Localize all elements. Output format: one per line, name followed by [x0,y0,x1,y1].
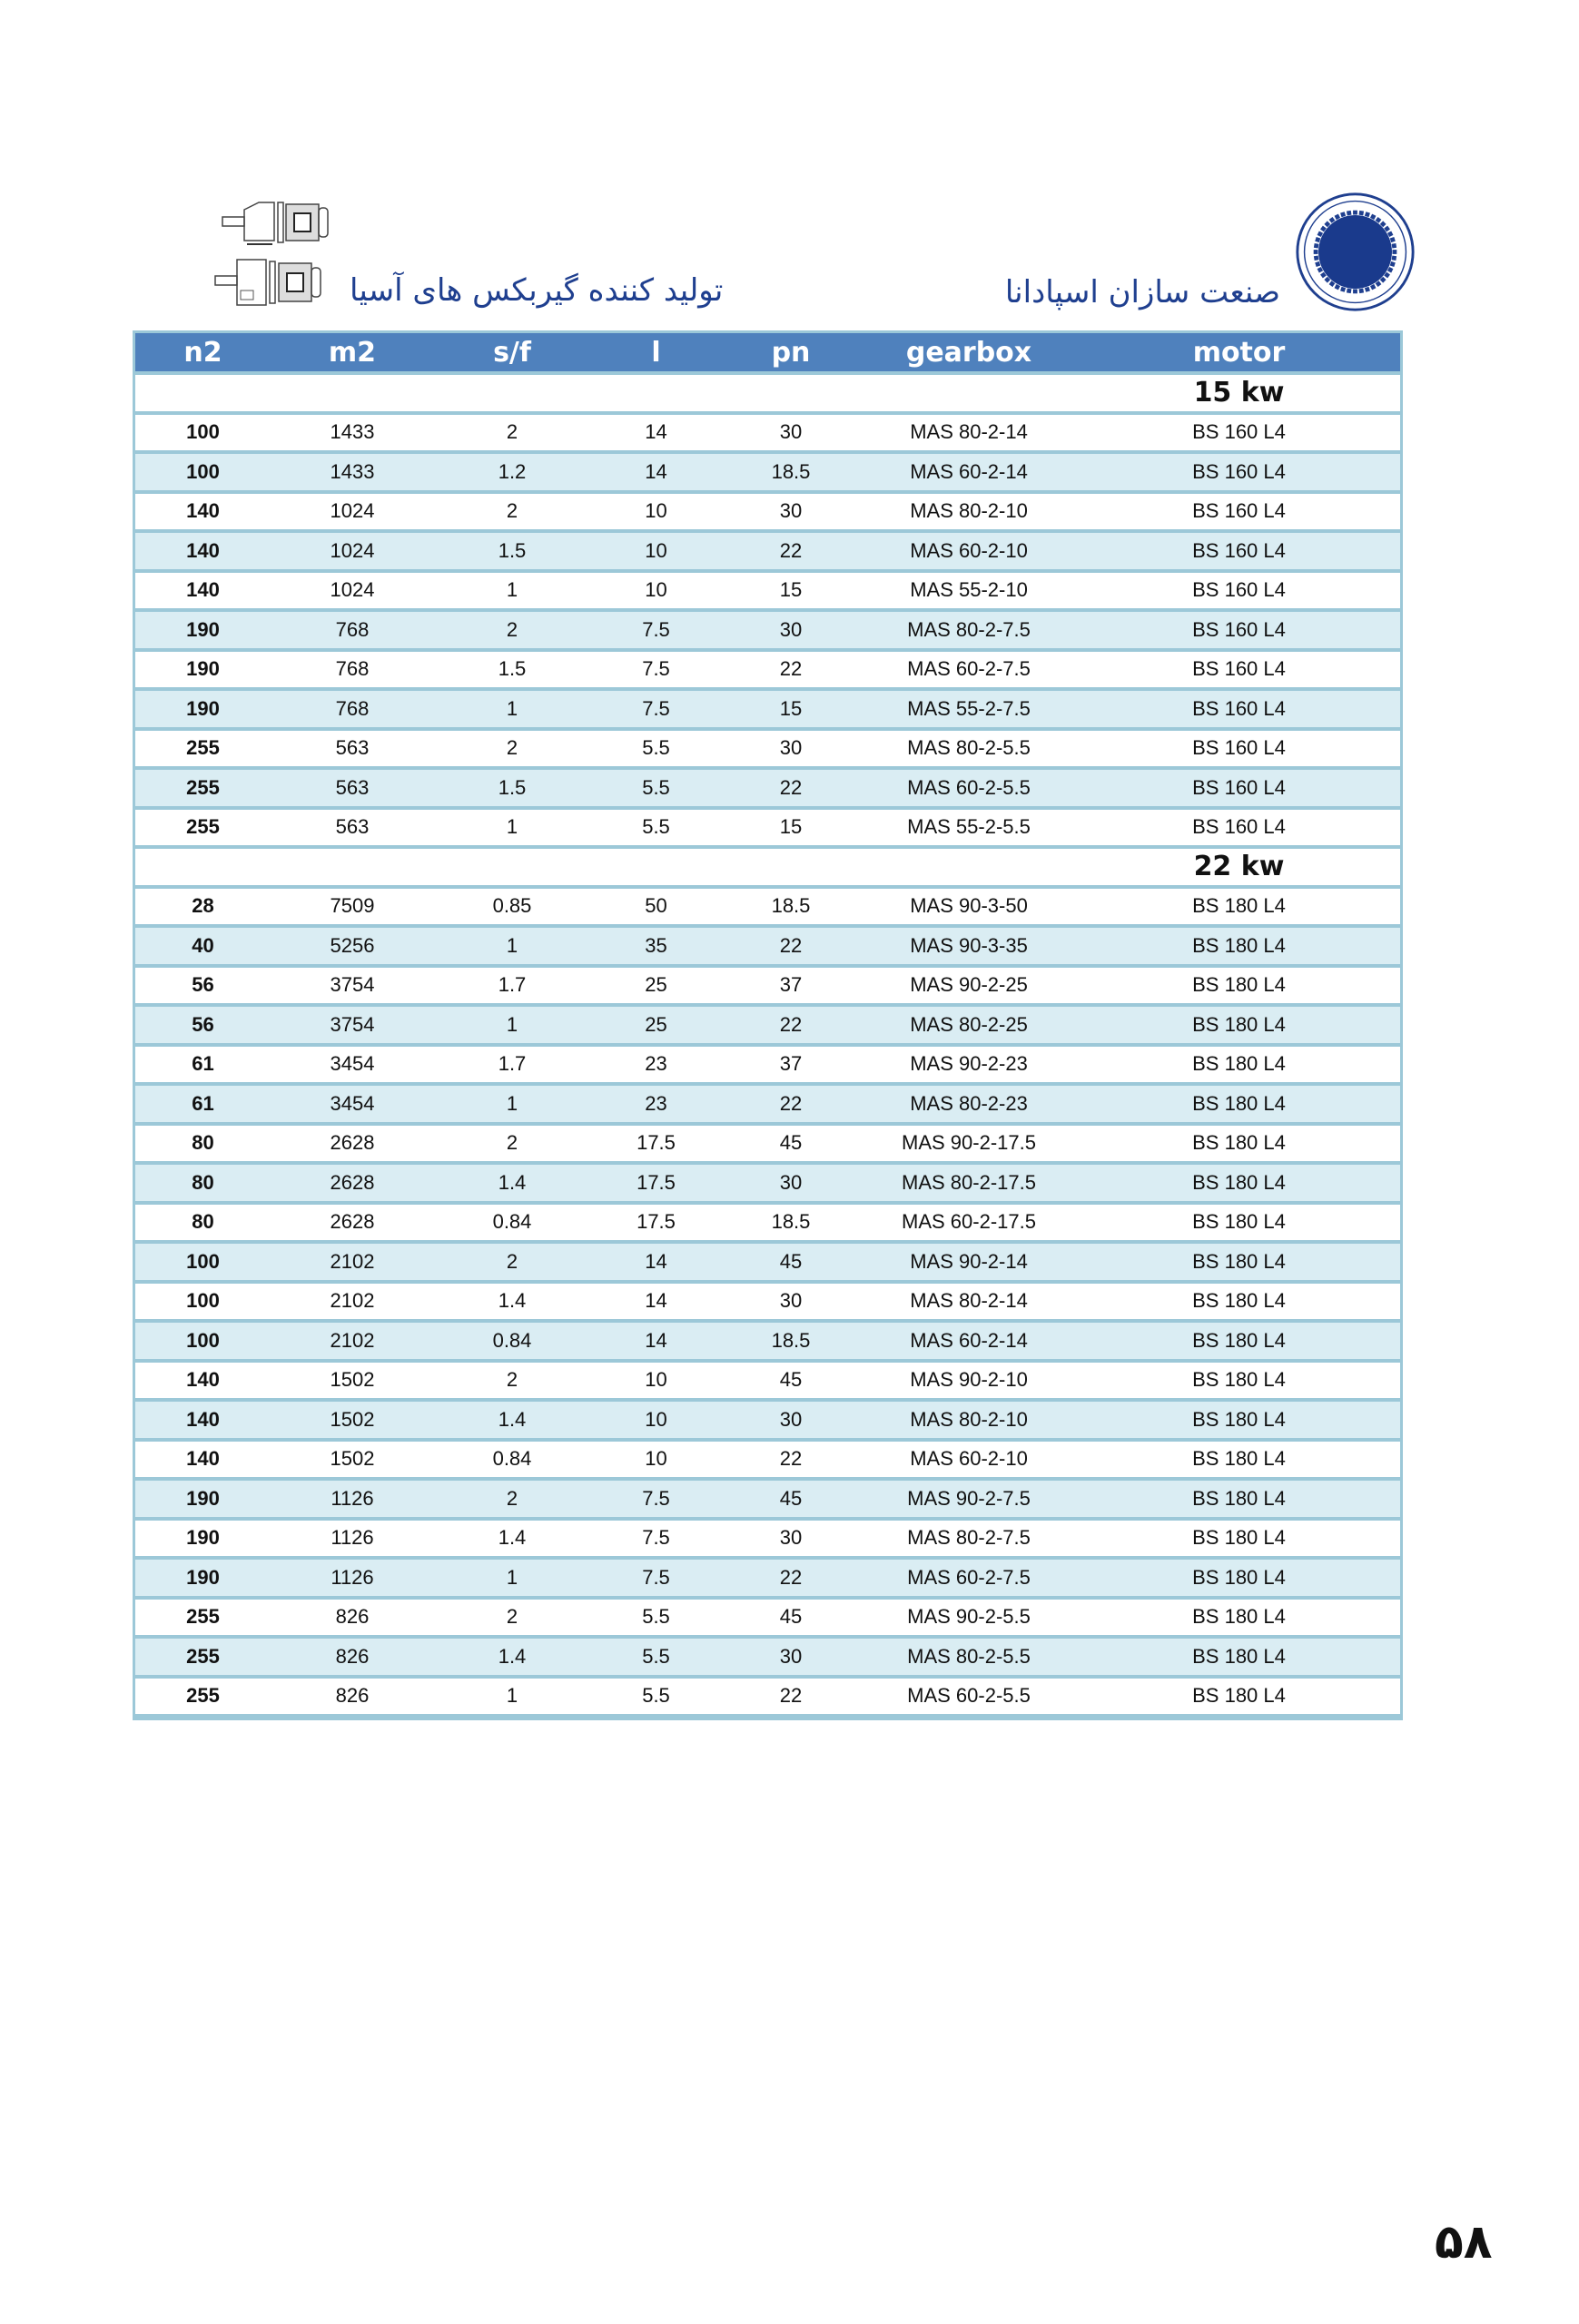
cell-n2: 80 [135,1163,271,1203]
power-section-label: 22 kw [1078,847,1400,887]
cell-gearbox: MAS 55-2-10 [860,571,1078,611]
cell-motor: BS 160 L4 [1078,452,1400,492]
cell-pn: 45 [722,1361,860,1401]
cell-l: 10 [590,1440,722,1480]
cell-n2: 255 [135,1677,271,1717]
cell-pn: 37 [722,966,860,1006]
cell-m2: 1024 [271,531,434,571]
table-row [135,1203,1400,1243]
cell-pn: 22 [722,1005,860,1045]
cell-l: 14 [590,413,722,453]
cell-motor: BS 160 L4 [1078,610,1400,650]
cell-motor: BS 180 L4 [1078,1400,1400,1440]
cell-l: 5.5 [590,1677,722,1717]
cell-sf: 2 [434,1479,590,1519]
table-row [135,452,1400,492]
cell-n2: 56 [135,966,271,1006]
cell-sf: 2 [434,1242,590,1282]
company-logo-icon [1294,191,1416,313]
cell-l: 17.5 [590,1124,722,1164]
cell-sf: 0.84 [434,1440,590,1480]
cell-m2: 2102 [271,1242,434,1282]
cell-motor: BS 180 L4 [1078,926,1400,966]
cell-gearbox: MAS 90-2-5.5 [860,1598,1078,1638]
table-row [135,1124,1400,1164]
cell-gearbox: MAS 90-2-10 [860,1361,1078,1401]
cell-l: 25 [590,1005,722,1045]
cell-sf: 1 [434,571,590,611]
cell-n2: 255 [135,729,271,769]
page-number: ۵۸ [1435,2215,1493,2270]
cell-l: 7.5 [590,689,722,729]
cell-motor: BS 160 L4 [1078,808,1400,848]
cell-gearbox: MAS 60-2-7.5 [860,1558,1078,1598]
cell-gearbox: MAS 90-3-50 [860,887,1078,927]
cell-m2: 768 [271,610,434,650]
table-row [135,571,1400,611]
cell-n2: 255 [135,808,271,848]
cell-m2: 1126 [271,1558,434,1598]
cell-pn: 30 [722,413,860,453]
cell-n2: 140 [135,1361,271,1401]
cell-gearbox: MAS 80-2-14 [860,1282,1078,1322]
cell-sf: 1.4 [434,1519,590,1559]
cell-n2: 190 [135,1479,271,1519]
cell-l: 50 [590,887,722,927]
cell-pn: 22 [722,531,860,571]
cell-l: 14 [590,1282,722,1322]
table-row [135,1519,1400,1559]
cell-sf: 2 [434,1361,590,1401]
table-row [135,768,1400,808]
cell-n2: 80 [135,1203,271,1243]
cell-gearbox: MAS 80-2-7.5 [860,1519,1078,1559]
cell-m2: 1433 [271,452,434,492]
cell-pn: 15 [722,808,860,848]
cell-l: 17.5 [590,1203,722,1243]
cell-motor: BS 160 L4 [1078,729,1400,769]
table-row [135,1637,1400,1677]
cell-l: 23 [590,1045,722,1085]
cell-sf: 1 [434,1005,590,1045]
cell-n2: 80 [135,1124,271,1164]
cell-m2: 2102 [271,1321,434,1361]
cell-gearbox: MAS 80-2-25 [860,1005,1078,1045]
cell-n2: 140 [135,531,271,571]
cell-l: 7.5 [590,1558,722,1598]
table-row [135,689,1400,729]
cell-gearbox: MAS 90-2-23 [860,1045,1078,1085]
cell-pn: 30 [722,729,860,769]
cell-l: 10 [590,571,722,611]
cell-m2: 5256 [271,926,434,966]
cell-sf: 0.85 [434,887,590,927]
cell-sf: 1.2 [434,452,590,492]
cell-m2: 3454 [271,1045,434,1085]
cell-sf: 1 [434,926,590,966]
cell-gearbox: MAS 90-3-35 [860,926,1078,966]
cell-n2: 61 [135,1084,271,1124]
cell-n2: 100 [135,1321,271,1361]
cell-sf: 2 [434,1124,590,1164]
cell-sf: 2 [434,1598,590,1638]
table-row [135,1558,1400,1598]
cell-l: 10 [590,492,722,532]
cell-n2: 100 [135,413,271,453]
table-row [135,887,1400,927]
cell-pn: 18.5 [722,1203,860,1243]
cell-motor: BS 160 L4 [1078,413,1400,453]
table-row [135,650,1400,690]
cell-gearbox: MAS 60-2-5.5 [860,768,1078,808]
cell-sf: 1.4 [434,1163,590,1203]
cell-sf: 0.84 [434,1321,590,1361]
cell-motor: BS 180 L4 [1078,1440,1400,1480]
cell-sf: 2 [434,610,590,650]
cell-l: 5.5 [590,729,722,769]
table-row [135,729,1400,769]
cell-m2: 3754 [271,966,434,1006]
cell-motor: BS 160 L4 [1078,650,1400,690]
column-header-gearbox: gearbox [860,332,1078,374]
cell-sf: 1.5 [434,650,590,690]
cell-m2: 826 [271,1677,434,1717]
cell-l: 23 [590,1084,722,1124]
cell-m2: 3454 [271,1084,434,1124]
cell-pn: 30 [722,1519,860,1559]
cell-gearbox: MAS 80-2-23 [860,1084,1078,1124]
gearmotor-drawing-icon [213,254,331,309]
cell-n2: 255 [135,1598,271,1638]
cell-pn: 22 [722,1084,860,1124]
cell-n2: 40 [135,926,271,966]
column-header-l: l [590,332,722,374]
table-row [135,413,1400,453]
cell-motor: BS 180 L4 [1078,1598,1400,1638]
cell-motor: BS 160 L4 [1078,531,1400,571]
cell-gearbox: MAS 90-2-17.5 [860,1124,1078,1164]
cell-m2: 563 [271,768,434,808]
cell-n2: 190 [135,689,271,729]
header-left [213,195,724,313]
table-row [135,1045,1400,1085]
cell-n2: 255 [135,768,271,808]
cell-l: 35 [590,926,722,966]
cell-pn: 22 [722,1558,860,1598]
cell-sf: 1.5 [434,768,590,808]
cell-sf: 2 [434,492,590,532]
cell-gearbox: MAS 60-2-17.5 [860,1203,1078,1243]
column-header-n2: n2 [135,332,271,374]
cell-sf: 1.7 [434,966,590,1006]
gearmotor-selection-table [133,330,1403,1720]
cell-m2: 1024 [271,492,434,532]
cell-n2: 61 [135,1045,271,1085]
cell-motor: BS 180 L4 [1078,1045,1400,1085]
section-header-row [135,373,1400,413]
table-row [135,808,1400,848]
cell-motor: BS 180 L4 [1078,1084,1400,1124]
cell-n2: 190 [135,1558,271,1598]
cell-pn: 18.5 [722,1321,860,1361]
cell-gearbox: MAS 60-2-5.5 [860,1677,1078,1717]
cell-motor: BS 180 L4 [1078,1558,1400,1598]
cell-gearbox: MAS 80-2-10 [860,1400,1078,1440]
cell-gearbox: MAS 60-2-14 [860,452,1078,492]
cell-pn: 30 [722,1282,860,1322]
cell-pn: 45 [722,1479,860,1519]
cell-n2: 100 [135,452,271,492]
cell-motor: BS 180 L4 [1078,966,1400,1006]
power-section-label: 15 kw [1078,373,1400,413]
section-spacer [135,847,1078,887]
cell-gearbox: MAS 80-2-5.5 [860,1637,1078,1677]
cell-m2: 1126 [271,1519,434,1559]
cell-l: 5.5 [590,1598,722,1638]
company-name-text: صنعت سازان اسپادانا [1004,274,1280,310]
cell-m2: 826 [271,1598,434,1638]
cell-sf: 1.4 [434,1282,590,1322]
cell-l: 5.5 [590,1637,722,1677]
cell-n2: 28 [135,887,271,927]
cell-motor: BS 180 L4 [1078,1124,1400,1164]
cell-motor: BS 180 L4 [1078,1163,1400,1203]
cell-l: 17.5 [590,1163,722,1203]
table-header-row [135,332,1400,374]
cell-m2: 1126 [271,1479,434,1519]
cell-l: 10 [590,531,722,571]
table-row [135,926,1400,966]
cell-motor: BS 180 L4 [1078,1677,1400,1717]
cell-m2: 563 [271,729,434,769]
cell-n2: 190 [135,650,271,690]
cell-l: 7.5 [590,650,722,690]
table-row [135,1005,1400,1045]
cell-gearbox: MAS 80-2-10 [860,492,1078,532]
cell-l: 7.5 [590,610,722,650]
cell-pn: 45 [722,1598,860,1638]
cell-gearbox: MAS 90-2-25 [860,966,1078,1006]
cell-n2: 100 [135,1282,271,1322]
cell-gearbox: MAS 60-2-10 [860,531,1078,571]
column-header-sf: s/f [434,332,590,374]
cell-sf: 1.4 [434,1400,590,1440]
cell-pn: 22 [722,926,860,966]
table-row [135,1282,1400,1322]
cell-gearbox: MAS 60-2-7.5 [860,650,1078,690]
cell-m2: 826 [271,1637,434,1677]
manufacturer-brand-text: تولید کننده گیربکس های آسیا [350,272,724,309]
table-row [135,1400,1400,1440]
section-header-row [135,847,1400,887]
cell-motor: BS 160 L4 [1078,571,1400,611]
cell-pn: 22 [722,650,860,690]
cell-n2: 140 [135,1440,271,1480]
cell-gearbox: MAS 80-2-17.5 [860,1163,1078,1203]
cell-pn: 15 [722,689,860,729]
cell-pn: 45 [722,1242,860,1282]
cell-n2: 255 [135,1637,271,1677]
cell-n2: 190 [135,610,271,650]
cell-pn: 30 [722,1637,860,1677]
cell-sf: 1.4 [434,1637,590,1677]
gearmotor-drawing-icon [218,195,336,250]
table-row [135,610,1400,650]
cell-n2: 140 [135,492,271,532]
cell-pn: 30 [722,610,860,650]
table-row [135,1479,1400,1519]
cell-m2: 2628 [271,1203,434,1243]
column-header-m2: m2 [271,332,434,374]
cell-l: 14 [590,1321,722,1361]
cell-sf: 1 [434,1558,590,1598]
cell-l: 5.5 [590,768,722,808]
cell-sf: 2 [434,413,590,453]
table-row [135,1440,1400,1480]
cell-gearbox: MAS 55-2-7.5 [860,689,1078,729]
cell-m2: 7509 [271,887,434,927]
cell-motor: BS 180 L4 [1078,1637,1400,1677]
cell-pn: 15 [722,571,860,611]
cell-l: 7.5 [590,1519,722,1559]
cell-l: 10 [590,1400,722,1440]
table-row [135,1321,1400,1361]
cell-m2: 1502 [271,1400,434,1440]
cell-pn: 45 [722,1124,860,1164]
cell-pn: 37 [722,1045,860,1085]
table-row [135,1598,1400,1638]
cell-n2: 140 [135,571,271,611]
cell-pn: 30 [722,1400,860,1440]
table-row [135,1242,1400,1282]
cell-sf: 1 [434,1084,590,1124]
cell-pn: 18.5 [722,887,860,927]
table-row [135,531,1400,571]
cell-l: 14 [590,1242,722,1282]
cell-l: 5.5 [590,808,722,848]
cell-pn: 30 [722,1163,860,1203]
cell-motor: BS 180 L4 [1078,1203,1400,1243]
cell-m2: 768 [271,689,434,729]
cell-m2: 1024 [271,571,434,611]
cell-motor: BS 160 L4 [1078,689,1400,729]
cell-m2: 768 [271,650,434,690]
cell-m2: 3754 [271,1005,434,1045]
cell-gearbox: MAS 60-2-10 [860,1440,1078,1480]
cell-motor: BS 180 L4 [1078,1361,1400,1401]
cell-gearbox: MAS 90-2-14 [860,1242,1078,1282]
cell-gearbox: MAS 60-2-14 [860,1321,1078,1361]
cell-sf: 1.5 [434,531,590,571]
cell-l: 10 [590,1361,722,1401]
table-row [135,1677,1400,1717]
column-header-pn: pn [722,332,860,374]
cell-motor: BS 180 L4 [1078,1282,1400,1322]
cell-l: 25 [590,966,722,1006]
cell-n2: 190 [135,1519,271,1559]
cell-pn: 30 [722,492,860,532]
cell-motor: BS 180 L4 [1078,1005,1400,1045]
cell-gearbox: MAS 80-2-14 [860,413,1078,453]
cell-motor: BS 180 L4 [1078,1321,1400,1361]
cell-sf: 1 [434,689,590,729]
cell-gearbox: MAS 90-2-7.5 [860,1479,1078,1519]
cell-pn: 22 [722,768,860,808]
table-row [135,1361,1400,1401]
column-header-motor: motor [1078,332,1400,374]
header-right [1004,191,1426,318]
cell-motor: BS 180 L4 [1078,1479,1400,1519]
cell-n2: 140 [135,1400,271,1440]
cell-sf: 0.84 [434,1203,590,1243]
cell-pn: 22 [722,1440,860,1480]
cell-m2: 2102 [271,1282,434,1322]
table-row [135,966,1400,1006]
cell-motor: BS 160 L4 [1078,768,1400,808]
cell-l: 14 [590,452,722,492]
table-row [135,1084,1400,1124]
cell-m2: 1433 [271,413,434,453]
cell-m2: 1502 [271,1440,434,1480]
cell-m2: 2628 [271,1163,434,1203]
cell-gearbox: MAS 80-2-5.5 [860,729,1078,769]
cell-pn: 22 [722,1677,860,1717]
cell-n2: 56 [135,1005,271,1045]
cell-motor: BS 180 L4 [1078,1242,1400,1282]
table-row [135,492,1400,532]
cell-sf: 2 [434,729,590,769]
section-spacer [135,373,1078,413]
cell-sf: 1 [434,808,590,848]
cell-motor: BS 180 L4 [1078,1519,1400,1559]
table-row [135,1163,1400,1203]
cell-m2: 1502 [271,1361,434,1401]
cell-m2: 2628 [271,1124,434,1164]
cell-motor: BS 160 L4 [1078,492,1400,532]
cell-sf: 1.7 [434,1045,590,1085]
cell-sf: 1 [434,1677,590,1717]
cell-n2: 100 [135,1242,271,1282]
cell-l: 7.5 [590,1479,722,1519]
cell-pn: 18.5 [722,452,860,492]
cell-gearbox: MAS 80-2-7.5 [860,610,1078,650]
cell-gearbox: MAS 55-2-5.5 [860,808,1078,848]
cell-m2: 563 [271,808,434,848]
cell-motor: BS 180 L4 [1078,887,1400,927]
